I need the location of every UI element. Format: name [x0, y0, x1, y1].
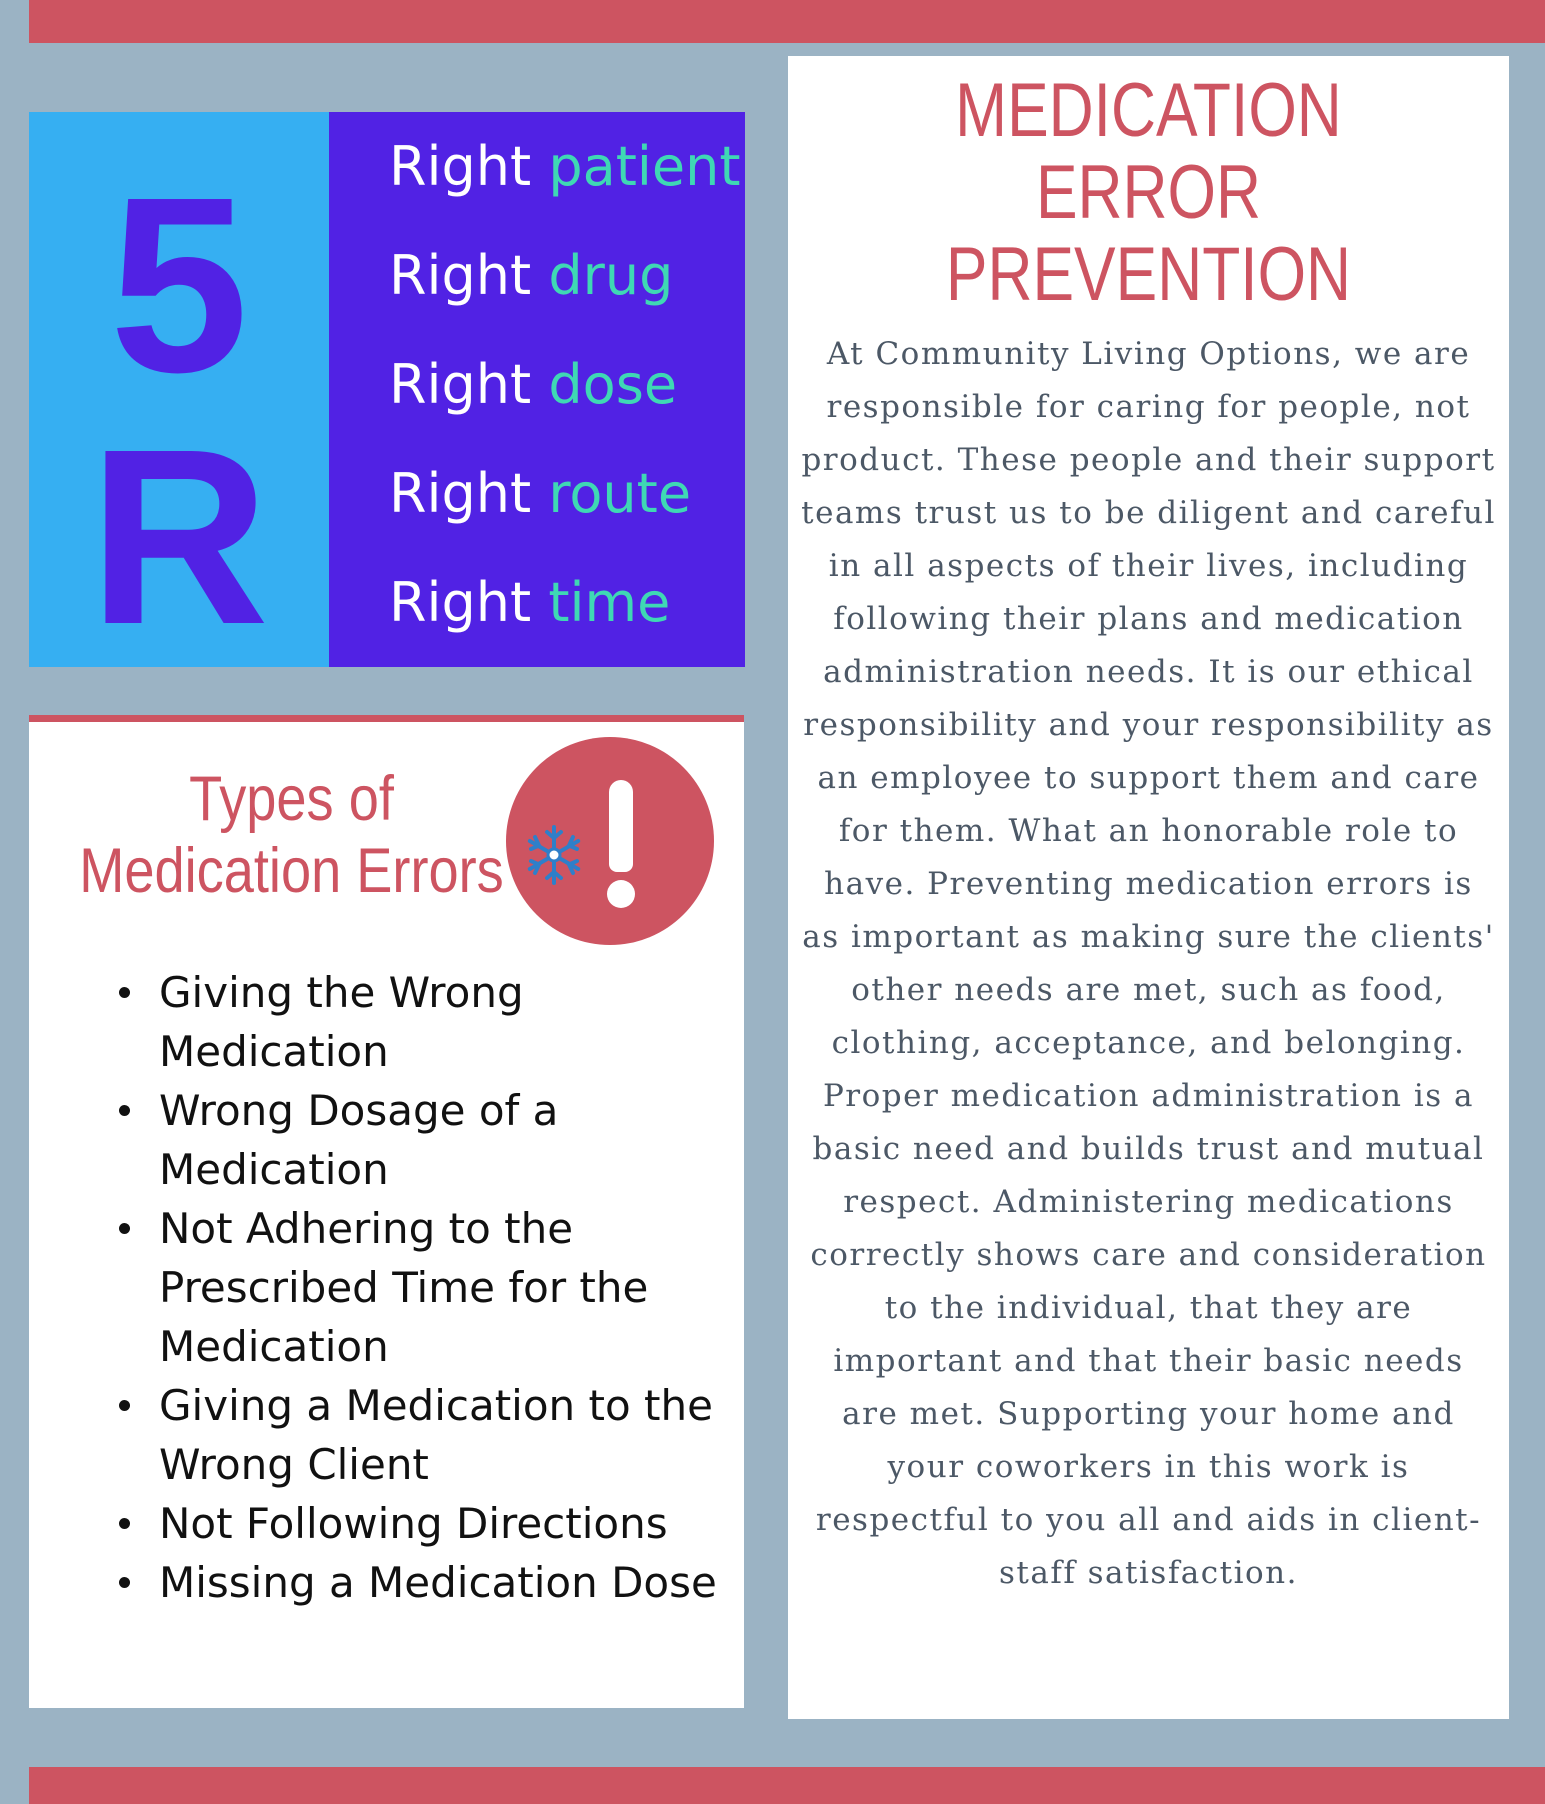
right-word: Right — [389, 571, 532, 634]
right-item — [389, 135, 741, 198]
right-accent: route — [548, 462, 692, 525]
right-item — [389, 571, 671, 634]
bottom-accent-band — [29, 1767, 1545, 1804]
right-item — [389, 244, 674, 307]
article-body: At Community Living Options, we are responsible for caring for people, not product. These people and their support teams trust us to be diligent and careful in all aspects of their lives, including following their plans and medication administration needs. It is our ethical responsibility and your responsibility as an employee to support them and care for them. What an honorable role to have. Preventing medication errors is as important as making sure the clients' other needs are met, such as food, clothing, acceptance, and belonging. Proper medication administration is a basic need and builds trust and mutual respect. Administering medications correctly shows care and consideration to the individual, that they are important and that their basic needs are met. Supporting your home and your coworkers in this work is respectful to you all and aids in client-staff satisfaction. — [801, 336, 1496, 1591]
types-title-line2: Medication Errors — [79, 836, 504, 906]
right-accent: dose — [548, 353, 678, 416]
list-item: Wrong Dosage of a Medication — [119, 1081, 719, 1199]
list-item: Missing a Medication Dose — [119, 1553, 719, 1612]
top-accent-band — [29, 0, 1545, 43]
right-word: Right — [389, 353, 532, 416]
right-word: Right — [389, 462, 532, 525]
list-item: Giving a Medication to the Wrong Client — [119, 1376, 719, 1494]
types-title-line1: Types of — [189, 764, 394, 834]
right-word: Right — [389, 244, 532, 307]
list-item: Giving the Wrong Medication — [119, 963, 719, 1081]
right-accent: drug — [548, 244, 674, 307]
right-accent: time — [548, 571, 671, 634]
snowflake-icon — [521, 822, 587, 888]
right-item — [389, 353, 678, 416]
list-item: Not Adhering to the Prescribed Time for the Medication — [119, 1199, 719, 1376]
types-title — [79, 763, 505, 907]
types-of-errors-card — [29, 715, 744, 1708]
prevention-article-card — [788, 56, 1509, 1719]
list-item: Not Following Directions — [119, 1494, 719, 1553]
five-r-letter: R — [88, 397, 270, 676]
right-item — [389, 462, 692, 525]
article-title — [853, 70, 1444, 316]
right-word: Right — [389, 135, 532, 198]
exclamation-bar — [609, 780, 633, 872]
five-r-number: 5 — [109, 145, 249, 424]
article-title-line1: MEDICATION ERROR — [955, 68, 1342, 235]
article-title-line2: PREVENTION — [945, 232, 1352, 317]
five-rights-list — [329, 112, 745, 667]
alert-exclamation-icon — [506, 737, 714, 945]
exclamation-dot — [607, 880, 635, 908]
error-types-list — [119, 963, 719, 1612]
types-card-top-rule — [29, 715, 744, 722]
right-accent: patient — [548, 135, 741, 198]
five-rights-card — [29, 112, 745, 676]
